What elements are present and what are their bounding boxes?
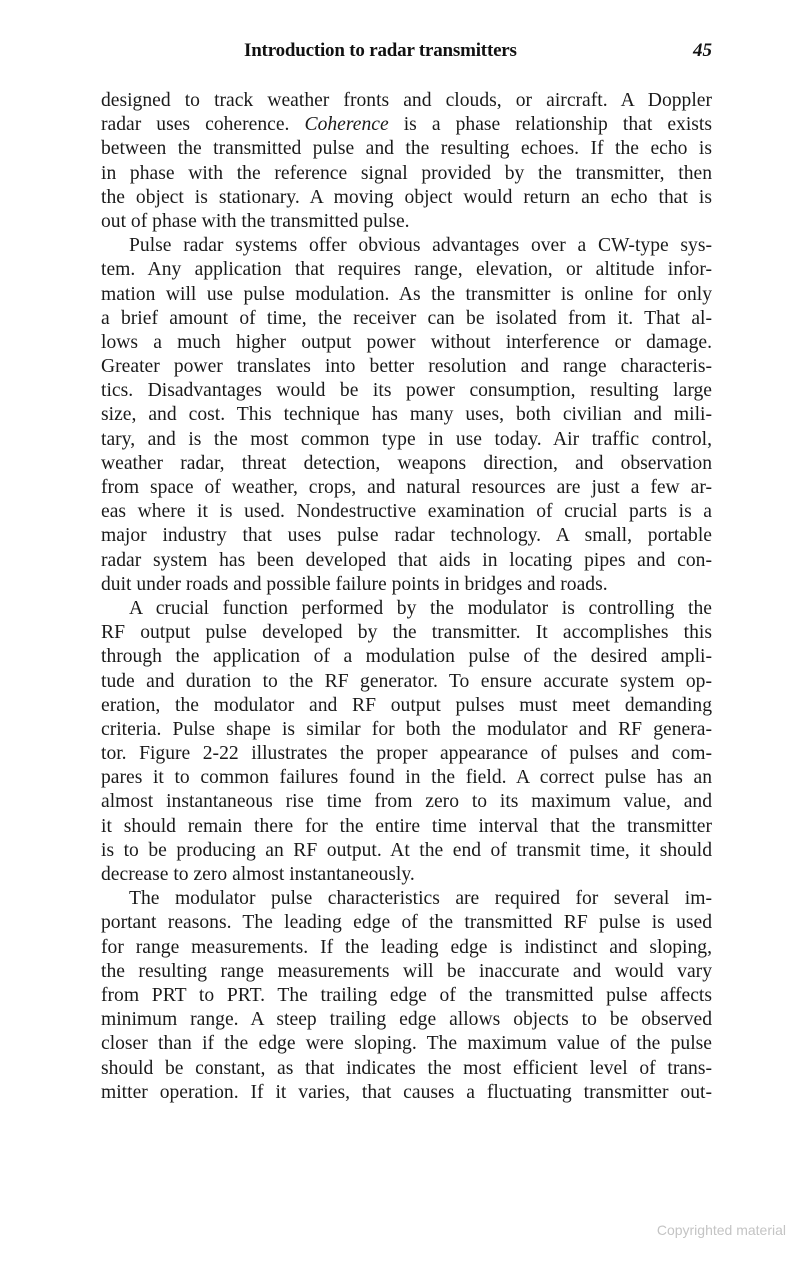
text-line: pares it to common failures found in the field. A correct pulse has an — [101, 767, 712, 789]
text-line: eration, the modulator and RF output pulses must meet demanding — [101, 694, 712, 716]
text-line: it should remain there for the entire time interval that the transmitter — [101, 815, 712, 837]
text-line: eas where it is used. Nondestructive examination of crucial parts is a — [101, 501, 712, 523]
text-line: from PRT to PRT. The trailing edge of the transmitted pulse affects — [101, 984, 712, 1006]
body-text — [101, 89, 712, 1105]
text-line: radar system has been developed that aids in locating pipes and con- — [101, 549, 712, 571]
text-line: tor. Figure 2-22 illustrates the proper appearance of pulses and com- — [101, 743, 712, 765]
text-line: duit under roads and possible failure points in bridges and roads. — [101, 573, 608, 595]
text-line: the object is stationary. A moving object would return an echo that is — [101, 186, 712, 208]
text-line: The modulator pulse characteristics are required for several im- — [129, 888, 712, 910]
text-line: mation will use pulse modulation. As the transmitter is online for only — [101, 283, 712, 305]
text-line: in phase with the reference signal provided by the transmitter, then — [101, 162, 712, 184]
text-line: through the application of a modulation pulse of the desired ampli- — [101, 646, 712, 668]
text-line: closer than if the edge were sloping. The maximum value of the pulse — [101, 1033, 712, 1055]
page-number: 45 — [693, 40, 712, 61]
text-line: should be constant, as that indicates the most efficient level of trans- — [101, 1057, 712, 1079]
text-line: A crucial function performed by the modulator is controlling the — [129, 597, 712, 619]
text-line: tude and duration to the RF generator. To ensure accurate system op- — [101, 670, 712, 692]
emphasized-term: Coherence — [304, 114, 389, 136]
text-line: tem. Any application that requires range, elevation, or altitude infor- — [101, 259, 712, 281]
text-line: lows a much higher output power without interference or damage. — [101, 331, 712, 353]
text-line: RF output pulse developed by the transmitter. It accomplishes this — [101, 622, 712, 644]
text-line: is to be producing an RF output. At the end of transmit time, it should — [101, 839, 712, 861]
text-line: from space of weather, crops, and natural resources are just a few ar- — [101, 477, 712, 498]
text-line: tary, and is the most common type in use today. Air traffic control, — [101, 428, 712, 450]
text-line: Greater power translates into better resolution and range characteris- — [101, 356, 712, 378]
paragraph — [101, 597, 712, 887]
text-line: portant reasons. The leading edge of the transmitted RF pulse is used — [101, 912, 712, 934]
text-line: between the transmitted pulse and the resulting echoes. If the echo is — [101, 138, 712, 160]
paragraph — [101, 887, 712, 1105]
text-line: size, and cost. This technique has many uses, both civilian and mili- — [101, 404, 712, 426]
paragraph — [101, 234, 712, 597]
text-line: weather radar, threat detection, weapons direction, and observation — [101, 452, 712, 474]
text-line: tics. Disadvantages would be its power consumption, resulting large — [101, 380, 712, 402]
text-line: designed to track weather fronts and clouds, or aircraft. A Doppler — [101, 90, 712, 111]
text-line: decrease to zero almost instantaneously. — [101, 864, 415, 885]
text-line: for range measurements. If the leading edge is indistinct and sloping, — [101, 936, 712, 958]
text-line: mitter operation. If it varies, that causes a fluctuating transmitter out- — [101, 1081, 712, 1103]
copyright-watermark: Copyrighted material — [656, 1222, 786, 1238]
paragraph — [101, 89, 712, 234]
text-line: out of phase with the transmitted pulse. — [101, 210, 410, 232]
text-line: criteria. Pulse shape is similar for both the modulator and RF genera- — [101, 718, 712, 740]
running-title: Introduction to radar transmitters — [244, 40, 517, 61]
text-line: major industry that uses pulse radar technology. A small, portable — [101, 525, 712, 547]
text-line: minimum range. A steep trailing edge allows objects to be observed — [101, 1009, 712, 1031]
text-line: a brief amount of time, the receiver can be isolated from it. That al- — [101, 307, 712, 329]
text-line: almost instantaneous rise time from zero to its maximum value, and — [101, 791, 712, 813]
text-line: the resulting range measurements will be inaccurate and would vary — [101, 960, 712, 982]
text-line: radar uses coherence. Coherence is a phase relationship that exists — [101, 114, 712, 136]
text-line: Pulse radar systems offer obvious advantages over a CW-type sys- — [129, 235, 712, 257]
running-head — [101, 40, 712, 68]
